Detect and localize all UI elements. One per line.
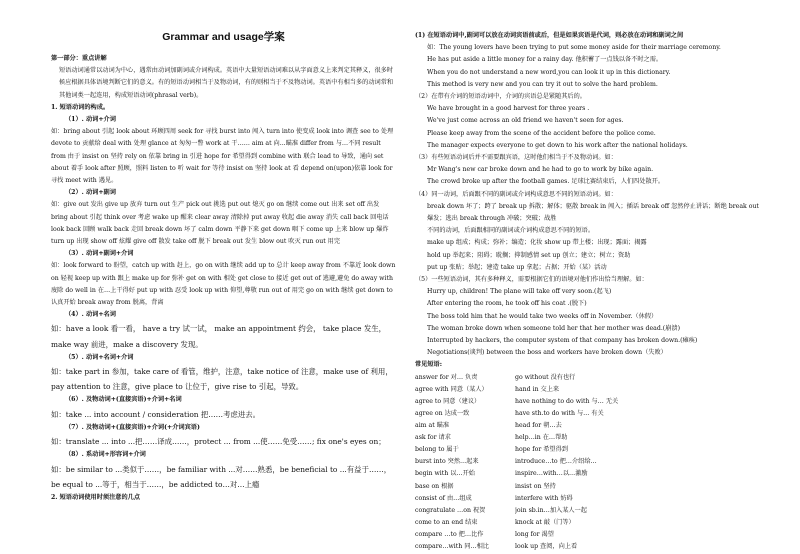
phrase-item: look up 查阅，向上看 <box>515 543 578 550</box>
group-4-text: 如：have a look 看一看， have a try 试一试， make an appointment 约会， take place 发生， make way 前进，make a discovery 发现。 <box>51 324 387 349</box>
group-4-heading: （4）. 动词+名词 <box>65 311 116 319</box>
phrase-item: agree with 同意（某人） <box>415 385 488 393</box>
phrase-item: insist on 坚持 <box>515 482 556 490</box>
rule-1-example: This method is very new and you can try it out to solve the hard problem. <box>427 80 658 88</box>
rule-5-example: Hurry up, children! The plane will take off very soon.(起飞) <box>427 288 612 296</box>
rule-3-example: Mr Wang's new car broke down and he had to go to work by bike again. <box>427 166 654 174</box>
group-6-heading: （6）. 及物动词+(直接宾语)+介词+名词 <box>65 396 182 404</box>
rule-5-example: Interrupted by hackers, the computer system of that company has broken down.(瘫痪) <box>427 337 698 345</box>
phrase-item: consist of 由…组成 <box>415 494 472 502</box>
rule-5: （5）一些短语动词，其有多种释义，需要根据它们的语境对他们作出恰当理解。如： <box>415 276 648 284</box>
rule-3: （3）有些短语动词后并不需要跟宾语，这时他们相当于不及物动词。如： <box>415 154 617 162</box>
group-7-text: 如：translate ... into ...把……译成……，protect ... from ...使……免受……; fix one's eyes on； <box>51 437 386 447</box>
part1-heading: 第一部分：重点讲解 <box>51 55 107 62</box>
rule-5-example: The boss told him that he would take two weeks off in November.（休假） <box>427 312 658 320</box>
group-6-text: 如：take ... into account / consideration 把……考虑进去。 <box>51 409 261 419</box>
group-3-text: 如：look forward to 盼望，catch up with 赶上，go on with 继续 add up to 总计 keep away from 不靠近 look down on 轻视 keep up with 跟上 make up for 弥补 get on with 相处 get close to 接近 get out of 逃避,避免 do away with 废除 do well in 在…上干得好 put up with 忍受 look up with 仰望,尊敬 run out of 用完 go on with 继续 get down to 认真开始 break away from 脱离，背离 <box>51 262 396 307</box>
phrase-item: belong to 属于 <box>415 446 459 454</box>
common-phrases-list <box>415 372 760 553</box>
phrase-item: inspire…with…以…激励 <box>515 470 588 478</box>
rule-5-example: The woman broke down when someone told her that her mother was dead.(崩溃) <box>427 324 680 332</box>
phrase-item: burst into 突然…起来 <box>415 458 479 466</box>
phrase-item: hand in 交上来 <box>515 385 560 393</box>
rule-4-example: make up 组成；构成；弥补；编造；化妆 show up 带上楼；出现；露面；揭露 <box>427 239 647 247</box>
phrase-item: begin with 以…开始 <box>415 470 475 478</box>
group-5-heading: （5）. 动词+名词+介词 <box>65 353 134 361</box>
rule-4: （4）同一动词，后面跟不同的副词或介词构成意思不同的短语动词。如： <box>415 190 617 198</box>
rule-5-example: After entering the room, he took off his coat .(脱下) <box>427 300 587 308</box>
phrase-item: compare …to 把…比作 <box>415 530 484 538</box>
phrase-item: help…in 在…帮助 <box>515 434 568 442</box>
phrase-item: base on 根据 <box>415 482 454 490</box>
rule-1-example: 如：The young lovers have been trying to put some money aside for their marriage ceremony. <box>427 44 721 52</box>
phrase-item: agree to 同意（建议） <box>415 397 481 405</box>
phrase-item: interfere with 妨碍 <box>515 494 573 502</box>
phrase-item: go without 没有也行 <box>515 373 576 381</box>
page-title: Grammar and usage学案 <box>162 31 285 43</box>
rule-2-example: The manager expects everyone to get down to his work after the national holidays. <box>427 141 688 149</box>
section1-heading: 1. 短语动词的构成。 <box>51 103 110 111</box>
rule-3-example: The crowd broke up after the football games. 足球比赛结束后，人们四处散开。 <box>427 178 665 186</box>
rule-1: (1) 在短语动词中,副词可以放在动词宾语前或后，但是如果宾语是代词，则必放在动词和副词之间 <box>415 32 684 39</box>
common-phrases-heading: 常见短语: <box>415 361 443 369</box>
group-1-text: 如：bring about 引起 look about 环顾四周 seek for 寻找 burst into 闯入 turn into 使变成 look into 调查 see to 处理 devote to 贡献给 deal with 处理 glance at 匆匆一瞥 work at 干…… aim at 向...瞄准 differ from 与…不同 result from 由于 insist on 坚持 rely on 依靠 bring in 引进 hope for 希望得到 combine with 联合 lead to 导致，通向 set about 着手 look after 照顾，照料 listen to 听 wait for 等待 insist on 坚持 look at 看 depend on(upon)依靠 look for 寻找 meet with 遇见。 <box>51 128 394 185</box>
phrase-item: join sb.in…加入某人一起 <box>515 506 587 514</box>
phrase-item: compare…with 同…相比 <box>415 543 489 550</box>
phrase-item: knock at 敲（门等） <box>515 518 575 526</box>
phrase-item: aim at 瞄准 <box>415 422 450 430</box>
group-2-heading: （2）. 动词+副词 <box>65 189 116 197</box>
group-1-heading: （1）. 动词+介词 <box>65 116 116 124</box>
phrase-item: hope for 希望得到 <box>515 446 568 454</box>
right-column <box>415 30 760 553</box>
phrase-item: introduce…to 把…介绍给… <box>515 458 597 466</box>
section2-heading: 2. 短语动词使用时须注意的几点 <box>51 493 141 501</box>
rule-2-example: Please keep away from the scene of the accident before the police come. <box>427 129 656 137</box>
rule-2-example: We have brought in a good harvest for three years . <box>427 105 590 113</box>
group-5-text: 如：take part in 参加，take care of 看管，维护，注意，take notice of 注意，make use of 利用，pay attention to 注意，give place to 让位于，give rise to 引起，导致。 <box>51 367 393 392</box>
rule-2: （2）在带有介词的短语动词中，介词的宾语总是紧随其后的。 <box>415 93 586 101</box>
rule-1-example: He has put aside a little money for a rainy day. 他积蓄了一点钱以备不时之需。 <box>427 56 663 64</box>
group-7-heading: （7）. 及物动词+(直接宾语)+介词(+介词宾语) <box>65 423 200 431</box>
group-8-text: 如：be similar to ...类似于……，be familiar with ...对……熟悉，be beneficial to ...有益于……，be equal to ...等于，相当于……，be addicted to…对…上瘾 <box>51 464 392 489</box>
group-2-text: 如：give out 发出 give up 放弃 turn out 生产 pick out 挑选 put out 熄灭 go on 继续 come out 出来 set off 出发 bring about 引起 think over 考虑 wake up 醒来 clear away 清除掉 put away 收起 die away 消失 call back 回电话 look back 回顾 walk back 走回 break down 坏了 calm down 平静下来 get down 咽下 come up 上来 blow up 爆炸 turn up 出现 show off 炫耀 give off 散发 take off 脱下 break out 发生 blow out 吹灭 run out 用完 <box>51 201 389 246</box>
left-column <box>51 30 396 504</box>
phrase-item: congratulate …on 祝贺 <box>415 506 486 514</box>
phrase-item: agree on 达成一致 <box>415 409 470 417</box>
rule-5-example: Negotiations(谈判) between the boss and workers have broken down（失败） <box>427 349 667 357</box>
rule-2-example: We've just come across an old friend we haven't seen for ages. <box>427 117 624 125</box>
phrase-item: answer for 对… 负责 <box>415 373 478 381</box>
rule-4-example: hold up 举起来；阻碍；耽搁；抑制感情 set up 创立；建立；树立；资助 <box>427 251 631 259</box>
phrase-item: have nothing to do with 与… 无关 <box>515 397 619 405</box>
phrase-item: come to an end 结束 <box>415 518 478 526</box>
rule-1-example: When you do not understand a new word,you can look it up in this dictionary. <box>427 68 671 76</box>
phrase-item: head for 朝…去 <box>515 422 562 430</box>
intro-paragraph: 短语动词通常以动词为中心，遇常由动词加副词或介词构成。英语中大量短语动词难以从字面意义上来判定其释义，很多时候应根据具体语境判断它们的意义。有的短语动词相当于及物动词，有的则相当于不及物动词。英语中有相当多的动词常和其他词类一起连用，构成短语动词(phrasal verb)。 <box>59 67 394 99</box>
phrase-item: ask for 请求 <box>415 434 451 442</box>
rule-4-example: put up 张贴；举起；建造 take up 拿起；占据；开始（某）活动 <box>427 263 607 271</box>
group-3-heading: （3）. 动词+副词+介词 <box>65 250 134 258</box>
group-8-heading: （8）. 系动词+形容词+介词 <box>65 451 146 459</box>
phrase-item: long for 渴望 <box>515 530 554 538</box>
rule-4-example: break down 坏了；跨了 break up 拆散；解体；驱散 break in 闯入；插话 break off 忽然停止讲话；断绝 break out 爆发；逃出 break through 冲破；突破；战胜 <box>427 202 759 223</box>
phrase-item: have sth.to do with 与… 有关 <box>515 409 604 417</box>
rule-4-example: 不同的动词，后面跟相同的副词或介词构成意思不同的短语。 <box>427 227 595 235</box>
